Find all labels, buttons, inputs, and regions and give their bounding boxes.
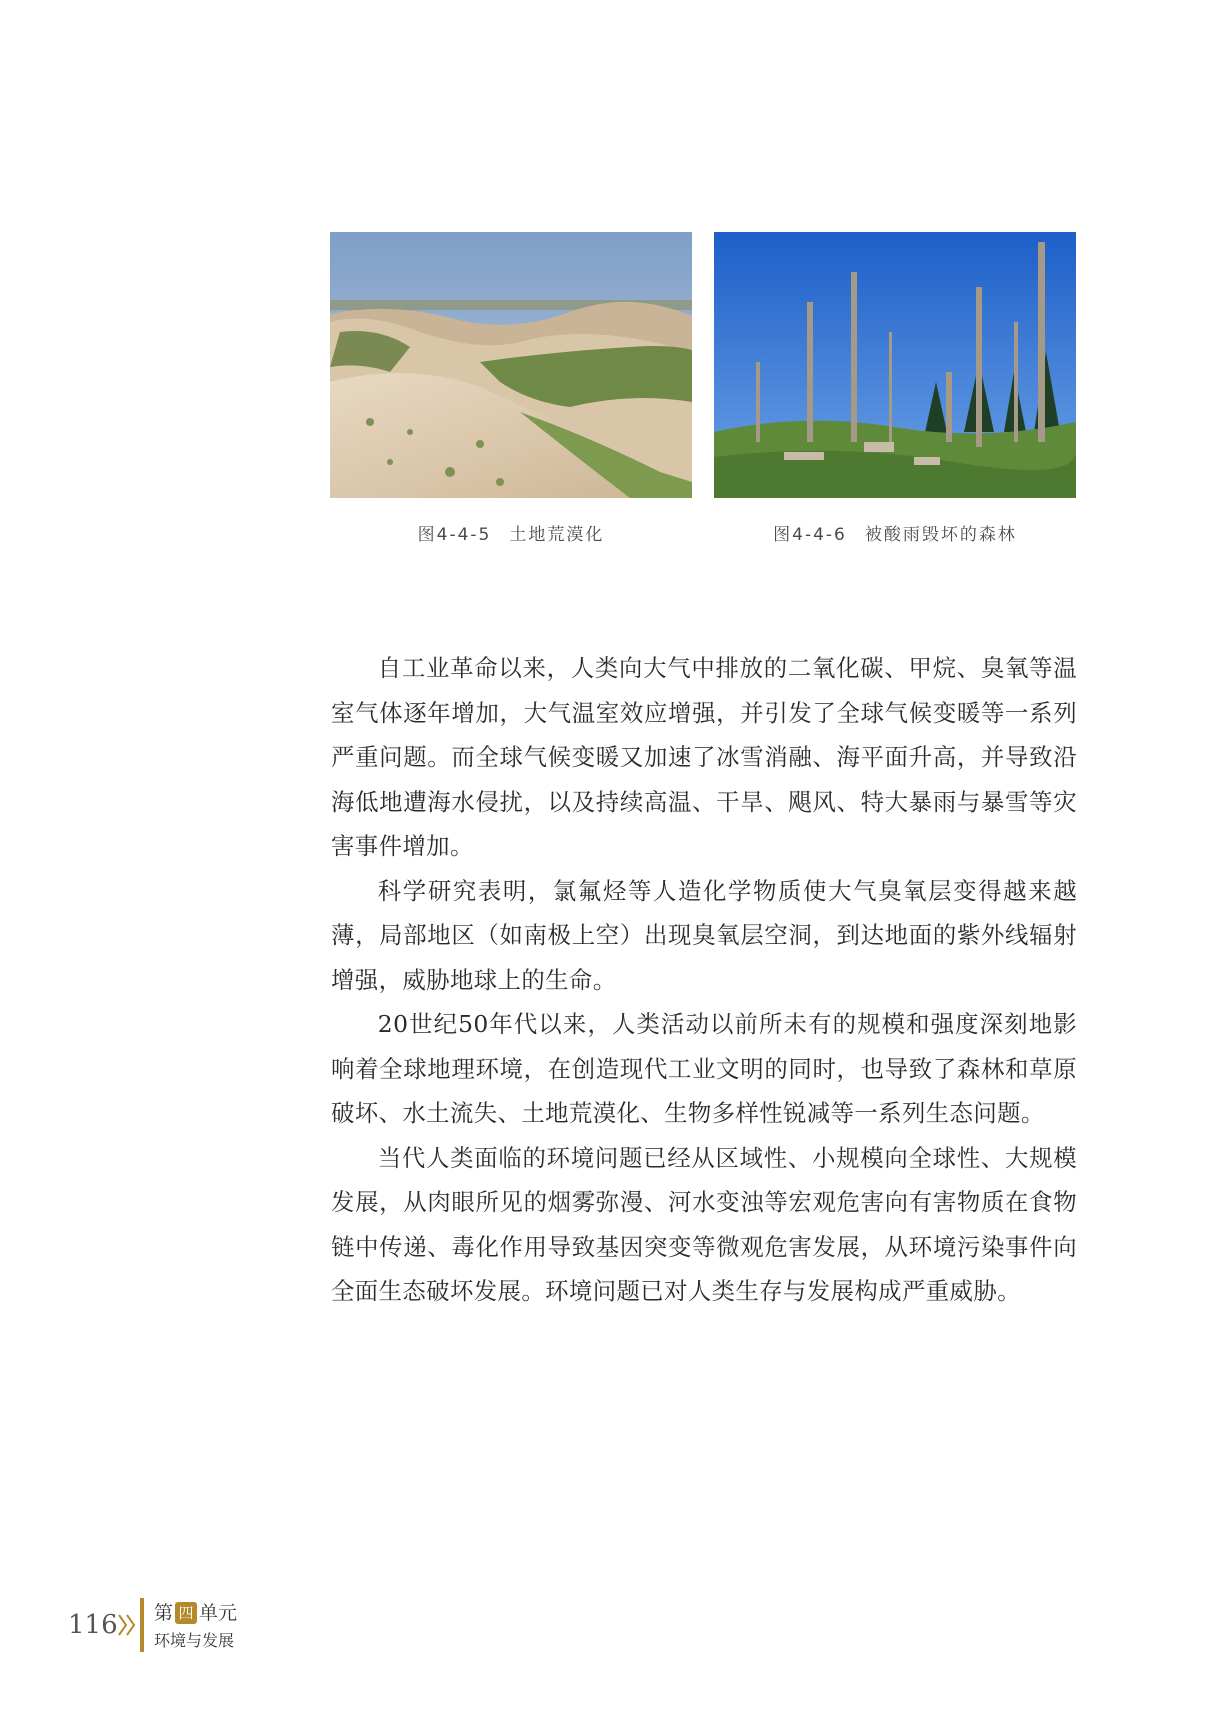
unit-suffix: 单元: [199, 1602, 238, 1624]
figure-caption: [714, 520, 1076, 545]
figure-number: 图4-4-5: [417, 525, 492, 545]
unit-number-badge: 四: [175, 1602, 197, 1624]
acid-rain-forest-photo: [714, 232, 1076, 498]
figure-title: 被酸雨毁坏的森林: [864, 525, 1017, 545]
double-chevron-icon: [116, 1612, 138, 1638]
paragraph: 20世纪50年代以来，人类活动以前所未有的规模和强度深刻地影响着全球地理环境，在创造现代工业文明的同时，也导致了森林和草原破坏、水土流失、土地荒漠化、生物多样性锐减等一系列生态问题。: [331, 1010, 1077, 1127]
page-number: 116: [68, 1610, 118, 1640]
paragraph: 自工业革命以来，人类向大气中排放的二氧化碳、甲烷、臭氧等温室气体逐年增加，大气温室效应增强，并引发了全球气候变暖等一系列严重问题。而全球气候变暖又加速了冰雪消融、海平面升高，并导致沿海低地遭海水侵扰，以及持续高温、干旱、飓风、特大暴雨与暴雪等灾害事件增加。: [331, 654, 1077, 860]
figure-caption: [330, 520, 692, 545]
body-text: [331, 646, 1077, 1314]
desertification-photo: [330, 232, 692, 498]
unit-title: 环境与发展: [154, 1631, 235, 1650]
paragraph: 当代人类面临的环境问题已经从区域性、小规模向全球性、大规模发展，从肉眼所见的烟雾弥漫、河水变浊等宏观危害向有害物质在食物链中传递、毒化作用导致基因突变等微观危害发展，从环境污染事件向全面生态破坏发展。环境问题已对人类生存与发展构成严重威胁。: [331, 1143, 1077, 1305]
unit-prefix: 第: [154, 1602, 174, 1624]
figure-title: 土地荒漠化: [509, 525, 605, 545]
figure-number: 图4-4-6: [773, 525, 847, 545]
unit-label: [154, 1598, 237, 1625]
paragraph: 科学研究表明，氯氟烃等人造化学物质使大气臭氧层变得越来越薄，局部地区（如南极上空）出现臭氧层空洞，到达地面的紫外线辐射增强，威胁地球上的生命。: [331, 876, 1077, 994]
accent-bar: [140, 1598, 144, 1652]
